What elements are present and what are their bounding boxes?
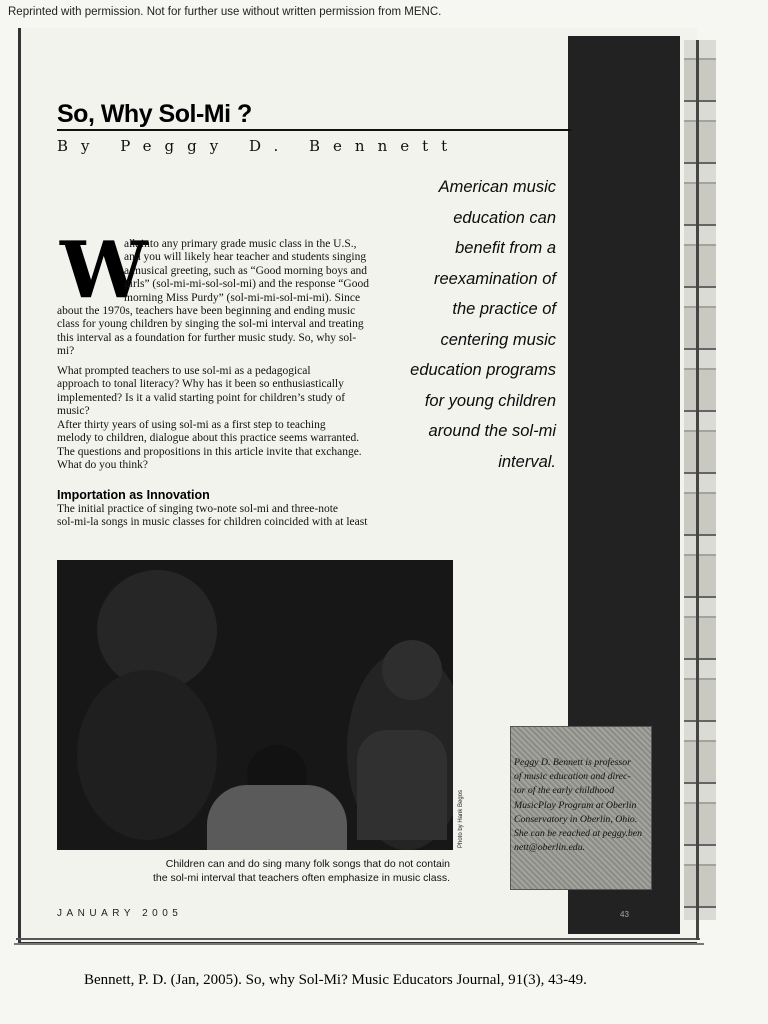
text-line: music? bbox=[57, 405, 90, 418]
paragraph-2 bbox=[57, 365, 345, 419]
drop-cap: W bbox=[60, 225, 148, 316]
text-line: The questions and propositions in this article invite that exchange. bbox=[57, 445, 362, 458]
page-number: 43 bbox=[620, 910, 629, 919]
bio-line: tor of the early childhood bbox=[514, 785, 615, 797]
article-byline: By Peggy D. Bennett bbox=[57, 137, 461, 155]
pull-quote-line: centering music bbox=[440, 330, 556, 349]
text-line: sol-mi-la songs in music classes for children coincided with at least bbox=[57, 516, 368, 529]
footer-date: JANUARY 2005 bbox=[57, 908, 183, 919]
bio-line: nett@oberlin.edu. bbox=[514, 842, 586, 854]
photo-credit-text: Photo by Hank Begos bbox=[458, 789, 464, 848]
author-bio bbox=[514, 756, 648, 855]
pull-quote-line: for young children bbox=[424, 391, 556, 410]
pull-quote-line: American music bbox=[438, 178, 556, 196]
bio-line: Conservatory in Oberlin, Ohio. bbox=[514, 813, 638, 825]
pull-quote bbox=[400, 172, 556, 477]
text-line: about the 1970s, teachers have been beginning and ending music bbox=[57, 305, 356, 317]
pull-quote-line: benefit from a bbox=[455, 239, 556, 257]
bio-line: She can be reached at peggy.ben bbox=[514, 828, 643, 840]
page-edge-line bbox=[696, 40, 699, 940]
article-title: So, Why Sol-Mi ? bbox=[57, 100, 252, 128]
text-line: and you will likely hear teacher and students singing bbox=[124, 251, 367, 264]
pull-quote-line: education can bbox=[453, 208, 556, 227]
text-line: After thirty years of using sol-mi as a first step to teaching bbox=[57, 419, 326, 431]
text-line: melody to children, dialogue about this practice seems warranted. bbox=[57, 432, 360, 445]
paragraph-1-rest bbox=[57, 305, 364, 359]
pull-quote-line: the practice of bbox=[452, 300, 556, 318]
pull-quote-line: reexamination of bbox=[434, 269, 556, 288]
bio-line: Peggy D. Bennett is professor bbox=[514, 757, 631, 768]
pull-quote-line: around the sol-mi bbox=[428, 422, 556, 440]
text-line: class for young children by singing the sol-mi interval and treating bbox=[57, 318, 364, 331]
paragraph-3 bbox=[57, 419, 362, 473]
text-line: a musical greeting, such as “Good morning boys and bbox=[124, 264, 368, 277]
text-line: mi? bbox=[57, 345, 75, 358]
text-line: alk into any primary grade music class in the U.S., bbox=[124, 238, 357, 250]
bio-line: of music education and direc- bbox=[514, 771, 631, 783]
title-rule bbox=[57, 129, 571, 131]
text-line: approach to tonal literacy? Why has it been so enthusiastically bbox=[57, 378, 344, 391]
text-line: What do you think? bbox=[57, 459, 149, 472]
pull-quote-line: interval. bbox=[498, 452, 556, 471]
section-heading: Importation as Innovation bbox=[57, 488, 210, 502]
caption-line: the sol-mi interval that teachers often emphasize in music class. bbox=[152, 872, 450, 884]
page-stack-edge bbox=[684, 40, 716, 920]
bio-line: MusicPlay Program at Oberlin bbox=[514, 799, 637, 811]
paragraph-1-lead bbox=[124, 238, 369, 305]
text-line: this interval as a foundation for further music study. So, why sol- bbox=[57, 331, 357, 344]
text-line: girls” (sol-mi-mi-sol-sol-mi) and the response “Good bbox=[124, 278, 369, 291]
caption-line: Children can and do sing many folk songs that do not contain bbox=[165, 858, 450, 870]
page-edge-line bbox=[14, 940, 704, 945]
text-line: The initial practice of singing two-note sol-mi and three-note bbox=[57, 503, 339, 515]
text-line: morning Miss Purdy” (sol-mi-mi-sol-mi-mi). Since bbox=[124, 291, 361, 304]
text-line: What prompted teachers to use sol-mi as a pedagogical bbox=[57, 365, 311, 377]
citation: Bennett, P. D. (Jan, 2005). So, why Sol-Mi? Music Educators Journal, 91(3), 43-49. bbox=[84, 972, 587, 988]
reprint-notice: Reprinted with permission. Not for further use without written permission from MENC. bbox=[8, 6, 442, 18]
photo-credit bbox=[456, 780, 466, 850]
text-line: implemented? Is it a valid starting point for children’s study of bbox=[57, 391, 346, 404]
photo-caption bbox=[130, 857, 450, 885]
children-photo bbox=[57, 560, 453, 850]
pull-quote-line: education programs bbox=[410, 361, 556, 379]
paragraph-4 bbox=[57, 503, 367, 530]
